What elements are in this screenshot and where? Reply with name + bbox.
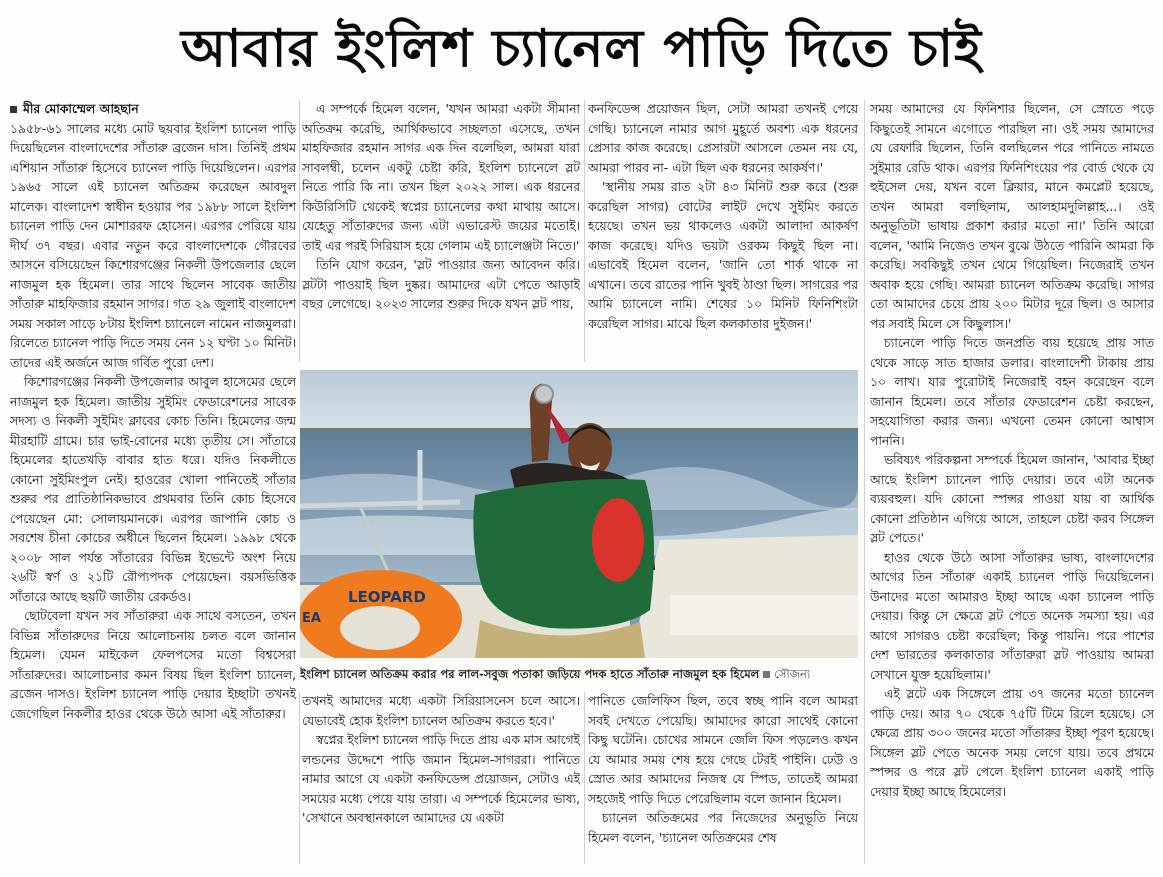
bullet-icon <box>10 106 17 113</box>
column-divider <box>584 692 585 864</box>
photo-credit: সৌজন্য <box>774 667 811 681</box>
paragraph: হাওর থেকে উঠে আসা সাঁতারুর ভাষ্য, বাংলাদেশের আগের তিন সাঁতারু একাই চ্যানেল পাড়ি দিয়েছিলেন। উনাদের মতো আমারও ইচ্ছা আছে একা চ্যানেল পাড়ি দেয়ার। কিন্তু সে ক্ষেত্রে স্লট পেতে অনেক সমস্যা হয়। এর আগে সাগরও চেষ্টা করেছিল; কিন্তু পায়নি। পরে পাশের দেশ ভারতের কলকাতার সাঁতারুরা স্লট পাওয়ায় আমরা সেখানে যুক্ত হয়েছিলাম।' <box>870 550 1154 682</box>
article-column-2-lower <box>302 692 580 864</box>
column-divider <box>864 100 865 864</box>
photo-caption <box>300 662 858 686</box>
lifebuoy-lettering-prefix: EA <box>302 611 321 626</box>
medal <box>535 385 553 403</box>
article-photo <box>300 370 858 658</box>
column-divider <box>584 100 585 362</box>
byline-text: মীর মোকাম্মেল আহছান <box>23 102 139 116</box>
paragraph: এ সম্পর্কে হিমেল বলেন, 'যখন আমরা একটা সীমানা অতিক্রম করেছি, আর্থিকভাবে সচ্ছলতা এসেছে, তখন মাহফিজার রহমান সাগর এক দিন বলেছিল, আমরা যারা সাবলম্বী, চলেন একটু চেষ্টা করি, ইংলিশ চ্যানেলে স্লট নিতে পারি কি না। তখন ছিল ২০২২ সাল। এক ধরনের কিউরিসিটি থেকেই স্বপ্নের চ্যানেলের কথা মাথায় আসে। যেহেতু সাঁতারুদের জন্য এটা এভারেস্ট জয়ের মতোই। তাই এর পরই সিরিয়াস হয়ে গেলাম এই চ্যালেঞ্জটা নিতে।' <box>302 102 580 253</box>
caption-text: ইংলিশ চ্যানেল অতিক্রম করার পর লাল-সবুজ পতাকা জড়িয়ে পদক হাতে সাঁতারু নাজমুল হক হিমেল <box>300 667 760 681</box>
article-column-2 <box>302 100 580 362</box>
paragraph: চ্যানেল অতিক্রমের পর নিজেদের অনুভূতি নিয়ে হিমেল বলেন, 'চ্যানেল অতিক্রমের শেষ <box>588 811 858 845</box>
sky <box>300 370 858 432</box>
flag-red-disc <box>592 498 644 582</box>
paragraph: ১৯৫৮-৬১ সালের মধ্যে মোট ছয়বার ইংলিশ চ্যানেল পাড়ি দিয়েছিলেন বাংলাদেশের সাঁতারু ব্রজেন দাস। তিনিই প্রথম এশিয়ান সাঁতারু হিসেবে চ্যানেল পাড়ি দিয়েছিলেন। এরপর ১৯৬৫ সালে এই চ্যানেল অতিক্রম করেছেন আবদুল মালেক। বাংলাদেশ স্বাধীন হওয়ার পর ১৯৮৮ সালে ইংলিশ চ্যানেল পাড়ি দেন মোশাররফ হোসেন। এরপর পেরিয়ে যায় দীর্ঘ ৩৭ বছর। এবার নতুন করে বাংলাদেশকে গৌরবের আসনে বসিয়েছেন কিশোরগঞ্জের নিকলী উপজেলার ছেলে নাজমুল হক হিমেল। তার সাথে ছিলেন সাবেক জাতীয় সাঁতারু মাহফিজার রহমান সাগর। গত ২৯ জুলাই বাংলাদেশ সময় সকাল সাড়ে ৮টায় ইংলিশ চ্যানেলে নামেন নাজমুলরা। রিলেতে চ্যানেল পাড়ি দিতে সময় নেন ১২ ঘণ্টা ১০ মিনিট। তাদের এই অর্জনে আজ গর্বিত পুরো দেশ। <box>10 121 296 370</box>
byline <box>10 100 296 120</box>
column-divider <box>299 100 300 362</box>
paragraph: কনফিডেন্স প্রয়োজন ছিল, সেটা আমরা তখনই পেয়ে গেছি। চ্যানেলে নামার আগ মুহূর্তে অবশ্য এক ধরনের প্রেসার কাজ করেছে। প্রেসারটা আসলে তেমন নয় যে, আমরা পারব না- এটা ছিল এক ধরনের আকর্ষণ।' <box>588 102 858 175</box>
article-column-3 <box>588 100 858 362</box>
paragraph: ছোটবেলা যখন সব সাঁতারুরা এক সাথে বসতেন, তখন বিভিন্ন সাঁতারুদের নিয়ে আলোচনায় চলত বলে জানান হিমেল। যেমন মাইকেল ফেলপসের মতো বিশ্বসেরা সাঁতারুদের। আলোচনার কমন বিষয় ছিল ইংলিশ চ্যানেল, ব্রজেন দাসও। ইংলিশ চ্যানেল পাড়ি দেয়ার ইচ্ছাটা তখনই জেগেছিল নিকলীর হাওর থেকে উঠে আসা এই সাঁতারুর। <box>10 609 296 721</box>
paragraph: চ্যানেলে পাড়ি দিতে জনপ্রতি ব্যয় হয়েছে প্রায় সাত থেকে সাড়ে সাত হাজার ডলার। বাংলাদেশী টাকায় প্রায় ১০ লাখ। যার পুরোটাই নিজেরাই বহন করেছেন বলে জানান হিমেল। তবে সাঁতার ফেডারেশন চেষ্টা করছেন, সহযোগিতা করার জন্য। এখনো তেমন কোনো আশ্বাস পাননি। <box>870 336 1154 448</box>
article-column-3-lower <box>588 692 858 864</box>
paragraph: স্বপ্নের ইংলিশ চ্যানেল পাড়ি দিতে প্রায় এক মাস আগেই লন্ডনের উদ্দেশে পাড়ি জমান হিমেল-সাগররা। পানিতে নামার আগে যে একটা কনফিডেন্স প্রয়োজন, সেটাও এই সময়ের মধ্যে পেয়ে যায় তারা। এ সম্পর্কে হিমেলের ভাষ্য, 'সেখানে অবস্থানকালে আমাদের যে একটা <box>302 733 580 825</box>
square-icon <box>763 671 770 678</box>
column-divider <box>299 692 300 864</box>
paragraph: তিনি যোগ করেন, 'স্লট পাওয়ার জন্য আবেদন করি। স্লটটা পাওয়াই ছিল দুষ্কর। আমাদের এটা পেতে আড়াই বছর লেগেছে। ২০২৩ সালের শুরুর দিকে যখন স্লট পায়, <box>302 258 580 311</box>
paragraph: 'স্থানীয় সময় রাত ২টা ৪৩ মিনিট শুরু করে (শুরু করেছিল সাগর) বোটের লাইট দেখে সুইমিং করতে হয়েছে। তখন ভয় থাকলেও একটা আলাদা আকর্ষণ কাজ করেছে। যদিও ভয়টা ওরকম কিছুই ছিল না। এভাবেই হিমেল বলেন, 'জানি তো শার্ক থাকে না এখানে। তবে রাতের পানি খুবই ঠাণ্ডা ছিল। সাগরের পর আমি চ্যানেলে নামি। শেষের ১০ মিনিট ফিনিশিংটা করেছিল সাগর। মাঝে ছিল কলকাতার দুইজন।' <box>588 180 858 331</box>
article-column-4 <box>870 100 1154 864</box>
headline: আবার ইংলিশ চ্যানেল পাড়ি দিতে চাই <box>180 19 983 79</box>
lifebuoy <box>300 570 462 658</box>
swimmer-photo-illustration <box>300 370 858 658</box>
paragraph: এই স্লটে এক সিঙ্গেলে প্রায় ৩৭ জনের মতো চ্যানেল পাড়ি দেয়। আর ৭০ থেকে ৭৫টি টিমে রিলে হয়েছে। সে ক্ষেত্রে প্রায় ৩০০ জনের মতো সাঁতারুর ইচ্ছা পূরণ হয়েছে। সিঙ্গেল স্লট পেতে অনেক সময় লেগে যায়। তবে প্রথমে স্পন্সর ও পরে স্লট পেলে ইংলিশ চ্যানেল একাই পাড়ি দেয়ার ইচ্ছা আছে হিমেলের। <box>870 687 1154 799</box>
paragraph: কিশোরগঞ্জের নিকলী উপজেলার আবুল হাসেমের ছেলে নাজমুল হক হিমেল। জাতীয় সুইমিং ফেডারেশনের সাবেক সদস্য ও নিকলী সুইমিং ক্লাবের কোচ তিনি। হিমেলের জন্ম মীরহাটি গ্রামে। চার ভাই-বোনের মধ্যে তৃতীয় সে। সাঁতারে হিমেলের হাতেখড়ি বাবার হাত ধরে। যদিও নিকলীতে কোনো সুইমিংপুল নেই। হাওরের খোলা পানিতেই সাঁতার শুরুর পর প্রাতিষ্ঠানিকভাবে প্রথমবার তিনি কোচ হিসেবে পেয়েছেন মো: সোলায়মানকে। এরপর জাপানি কোচ ও সবশেষ চীনা কোচের অধীনে ছিলেন হিমেল। ১৯৯৮ থেকে ২০০৮ সাল পর্যন্ত সাঁতারের বিভিন্ন ইভেন্টে অংশ নিয়ে ২৬টি স্বর্ণ ও ২১টি রৌপ্যপদক পেয়েছেন। বয়সভিত্তিক সাঁতারে আছে ছয়টি জাতীয় রেকর্ডও। <box>10 375 296 604</box>
paragraph: ভবিষ্যৎ পরিকল্পনা সম্পর্কে হিমেল জানান, 'আবার ইচ্ছা আছে ইংলিশ চ্যানেল পাড়ি দেয়ার। তবে এটা অনেক ব্যয়বহুল। যদি কোনো স্পন্সর পাওয়া যায় বা আর্থিক কোনো প্রতিষ্ঠান এগিয়ে আসে, তাহলে চেষ্টা করব সিঙ্গেল স্লট পেতে।' <box>870 453 1154 545</box>
boat-bench <box>670 595 858 635</box>
lifebuoy-lettering: LEOPARD <box>348 588 426 606</box>
paragraph: সময় আমাদের যে ফিনিশার ছিলেন, সে স্রোতে পড়ে কিছুতেই সামনে এগোতে পারছিল না। ওই সময় আমাদের যে রেফারি ছিলেন, তিনি বলছিলেন পরে পানিতে নামতে সুইমার রেডি থাক। এরপর ফিনিশিংয়ের পর বোর্ড থেকে যে হুইসেল দেয়, যখন বলে ক্লিয়ার, মানে কমপ্লেট হয়েছে, তখন আমরা বলছিলাম, আলহামদুলিল্লাহ...। ওই অনুভূতিটা ভাষায় প্রকাশ করার মতো না।' তিনি আরো বলেন, 'আমি নিজেও তখন বুঝে উঠতে পারিনি আমরা কি করেছি। সবকিছুই তখন থেমে গিয়েছিল। নিজেরাই তখন অবাক হয়ে গেছি। আমরা চ্যানেল অতিক্রম করেছি। সাগর তো আমাদের চেয়ে প্রায় ২০০ মিটার দূরে ছিল। ও আসার পর সবাই মিলে সে কিছুলাস।' <box>870 102 1154 331</box>
paragraph: তখনই আমাদের মধ্যে একটা সিরিয়াসনেস চলে আসে। যেভাবেই হোক ইংলিশ চ্যানেল অতিক্রম করতে হবে।' <box>302 694 580 728</box>
paragraph: পানিতে জেলিফিস ছিল, তবে স্বচ্ছ পানি বলে আমরা সবই দেখতে পেয়েছি। আমাদের কারো সাথেই কোনো কিছু ঘটেনি। চোখের সামনে জেলি ফিস পড়লেও কখন যে আমার সময় শেষ হয়ে গেছে টেরই পাইনি। ঢেউ ও স্রোত আর আমাদের নিজস্ব যে স্পিড, তাতেই আমরা সহজেই পাড়ি দিতে পেরেছিলাম বলে জানান হিমেল। <box>588 694 858 806</box>
article-column-1 <box>10 100 296 864</box>
